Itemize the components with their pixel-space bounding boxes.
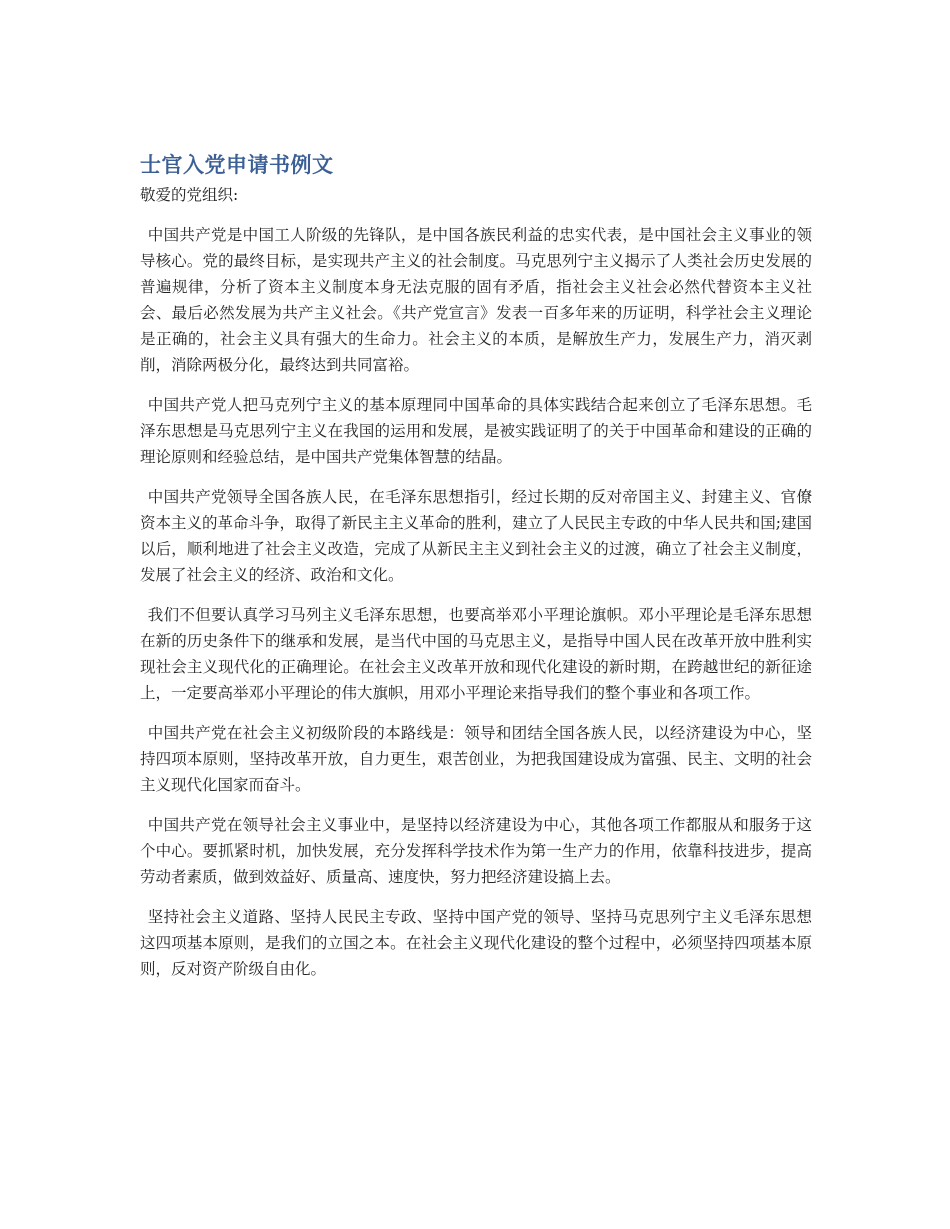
salutation: 敬爱的党组织:: [140, 186, 239, 204]
paragraph-7: 坚持社会主义道路、坚持人民民主专政、坚持中国产党的领导、坚持马克思列宁主义毛泽东思想这四项基本原则，是我们的立国之本。在社会主义现代化建设的整个过程中，必须坚持四项基本原则，反对资产阶级自由化。: [140, 908, 812, 978]
paragraph-2: 中国共产党人把马克列宁主义的基本原理同中国革命的具体实践结合起来创立了毛泽东思想。毛泽东思想是马克思列宁主义在我国的运用和发展，是被实践证明了的关于中国革命和建设的正确的理论原则和经验总结，是中国共产党集体智慧的结晶。: [140, 396, 812, 466]
document-page: [140, 150, 812, 996]
document-title: 士官入党申请书例文: [140, 153, 334, 177]
paragraph-6: 中国共产党在领导社会主义事业中，是坚持以经济建设为中心，其他各项工作都服从和服务于这个中心。要抓紧时机，加快发展，充分发挥科学技术作为第一生产力的作用，依靠科技进步，提高劳动者素质，做到效益好、质量高、速度快，努力把经济建设搞上去。: [140, 816, 812, 886]
paragraph-5: 中国共产党在社会主义初级阶段的本路线是：领导和团结全国各族人民，以经济建设为中心，坚持四项本原则，坚持改革开放，自力更生，艰苦创业，为把我国建设成为富强、民主、文明的社会主义现代化国家而奋斗。: [140, 724, 812, 794]
paragraph-4: 我们不但要认真学习马列主义毛泽东思想，也要高举邓小平理论旗帜。邓小平理论是毛泽东思想在新的历史条件下的继承和发展，是当代中国的马克思主义，是指导中国人民在改革开放中胜利实现社会主义现代化的正确理论。在社会主义改革开放和现代化建设的新时期，在跨越世纪的新征途上，一定要高举邓小平理论的伟大旗帜，用邓小平理论来指导我们的整个事业和各项工作。: [140, 606, 812, 702]
paragraph-1: 中国共产党是中国工人阶级的先锋队，是中国各族民利益的忠实代表，是中国社会主义事业的领导核心。党的最终目标，是实现共产主义的社会制度。马克思列宁主义揭示了人类社会历史发展的普遍规律，分析了资本主义制度本身无法克服的固有矛盾，指社会主义社会必然代替资本主义社会、最后必然发展为共产主义社会。《共产党宣言》发表一百多年来的历证明，科学社会主义理论是正确的，社会主义具有强大的生命力。社会主义的本质，是解放生产力，发展生产力，消灭剥削，消除两极分化，最终达到共同富裕。: [140, 226, 812, 374]
paragraph-3: 中国共产党领导全国各族人民，在毛泽东思想指引，经过长期的反对帝国主义、封建主义、官僚资本主义的革命斗争，取得了新民主主义革命的胜利，建立了人民民主专政的中华人民共和国;建国以后，顺利地进了社会主义改造，完成了从新民主主义到社会主义的过渡，确立了社会主义制度，发展了社会主义的经济、政治和文化。: [140, 488, 812, 584]
